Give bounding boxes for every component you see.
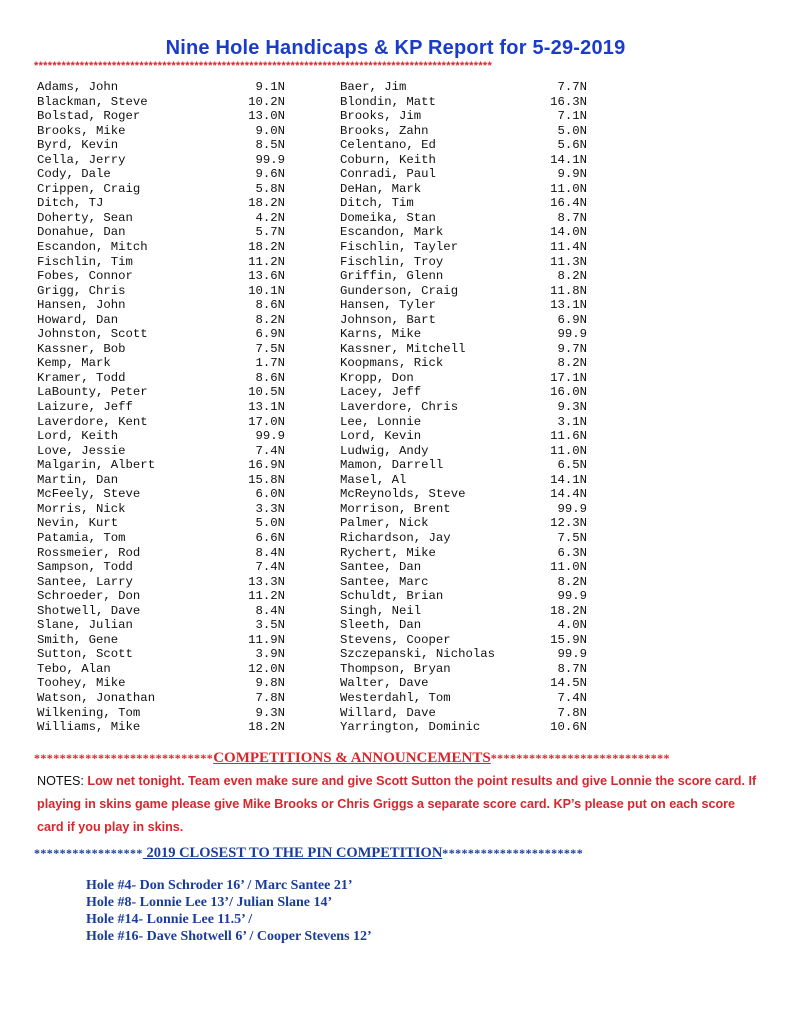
player-name: Ditch, TJ	[37, 196, 104, 211]
player-handicap: 7.8N	[255, 690, 285, 705]
player-handicap: 3.5N	[255, 618, 285, 633]
competitions-stars-left: ****************************	[34, 751, 214, 765]
player-handicap: 8.2N	[255, 312, 285, 327]
player-handicap: 5.0N	[255, 516, 285, 531]
player-name: Mamon, Darrell	[340, 458, 444, 473]
player-handicap: 18.2N	[550, 603, 587, 618]
player-name: Williams, Mike	[37, 720, 141, 735]
player-name: Blondin, Matt	[340, 94, 436, 109]
player-handicap: 7.1N	[557, 109, 587, 124]
player-handicap: 4.2N	[255, 210, 285, 225]
ctp-stars-right: **********************	[442, 846, 584, 860]
player-handicap: 8.7N	[557, 210, 587, 225]
player-name: Sampson, Todd	[37, 560, 133, 575]
player-name: Hansen, Tyler	[340, 298, 436, 313]
player-name: Slane, Julian	[37, 618, 133, 633]
player-name: Kropp, Don	[340, 370, 414, 385]
player-name: Escandon, Mark	[340, 225, 444, 240]
player-name: Laverdore, Chris	[340, 400, 459, 415]
player-name: Sutton, Scott	[37, 647, 133, 662]
player-handicap: 8.2N	[557, 356, 587, 371]
player-handicap: 5.7N	[255, 225, 285, 240]
player-handicap: 9.7N	[557, 341, 587, 356]
player-handicap: 11.0N	[550, 560, 587, 575]
hole-result: Hole #8- Lonnie Lee 13’/ Julian Slane 14’	[86, 895, 333, 910]
competitions-header	[34, 750, 774, 767]
player-name: Stevens, Cooper	[340, 632, 451, 647]
player-name: Walter, Dave	[340, 676, 429, 691]
player-name: Love, Jessie	[37, 443, 126, 458]
player-handicap: 14.4N	[550, 487, 587, 502]
player-name: McReynolds, Steve	[340, 487, 466, 502]
player-handicap: 11.4N	[550, 240, 587, 255]
player-name: Brooks, Mike	[37, 123, 126, 138]
player-name: Westerdahl, Tom	[340, 690, 451, 705]
player-name: Karns, Mike	[340, 327, 422, 342]
player-name: Johnson, Bart	[340, 312, 436, 327]
player-handicap: 18.2N	[248, 240, 285, 255]
player-name: Willard, Dave	[340, 705, 436, 720]
player-handicap: 10.6N	[550, 720, 587, 735]
player-name: Rychert, Mike	[340, 545, 436, 560]
player-handicap: 8.4N	[255, 603, 285, 618]
player-handicap: 11.9N	[248, 632, 285, 647]
player-handicap: 11.3N	[550, 254, 587, 269]
player-handicap: 9.9N	[557, 167, 587, 182]
player-handicap: 18.2N	[248, 196, 285, 211]
player-handicap: 10.1N	[248, 283, 285, 298]
player-handicap: 7.8N	[557, 705, 587, 720]
player-handicap: 1.7N	[255, 356, 285, 371]
ctp-heading: 2019 CLOSEST TO THE PIN COMPETITION	[142, 845, 443, 861]
player-name: LaBounty, Peter	[37, 385, 148, 400]
player-handicap: 14.0N	[550, 225, 587, 240]
player-name: McFeely, Steve	[37, 487, 141, 502]
notes-paragraph	[37, 770, 757, 839]
player-name: Lee, Lonnie	[340, 414, 422, 429]
player-handicap: 99.9	[255, 429, 285, 444]
player-name: Palmer, Nick	[340, 516, 429, 531]
player-name: Tebo, Alan	[37, 661, 111, 676]
player-name: Adams, John	[37, 80, 119, 94]
player-handicap: 8.7N	[557, 661, 587, 676]
player-name: Sleeth, Dan	[340, 618, 422, 633]
player-handicap: 13.1N	[550, 298, 587, 313]
player-name: Masel, Al	[340, 472, 407, 487]
player-name: Fobes, Connor	[37, 269, 133, 284]
player-name: Wilkening, Tom	[37, 705, 141, 720]
player-name: Santee, Marc	[340, 574, 429, 589]
player-name: Ludwig, Andy	[340, 443, 429, 458]
player-handicap: 17.0N	[248, 414, 285, 429]
player-name: Laizure, Jeff	[37, 400, 133, 415]
player-name: Rossmeier, Rod	[37, 545, 141, 560]
player-handicap: 5.0N	[557, 123, 587, 138]
player-name: Brooks, Zahn	[340, 123, 429, 138]
player-handicap: 99.9	[557, 327, 587, 342]
player-name: Laverdore, Kent	[37, 414, 148, 429]
player-name: Cella, Jerry	[37, 152, 126, 167]
player-handicap: 12.3N	[550, 516, 587, 531]
player-name: Toohey, Mike	[37, 676, 126, 691]
player-name: Morrison, Brent	[340, 501, 451, 516]
player-name: Celentano, Ed	[340, 138, 436, 153]
player-handicap: 11.0N	[550, 181, 587, 196]
player-name: Lord, Kevin	[340, 429, 422, 444]
player-handicap: 16.3N	[550, 94, 587, 109]
player-name: Kassner, Bob	[37, 341, 126, 356]
player-name: Howard, Dan	[37, 312, 119, 327]
hole-result: Hole #14- Lonnie Lee 11.5’ /	[86, 912, 253, 927]
ctp-stars-left: *****************	[34, 846, 143, 860]
competitions-heading: COMPETITIONS & ANNOUNCEMENTS	[213, 750, 491, 766]
player-handicap: 7.7N	[557, 80, 587, 94]
player-handicap: 7.4N	[255, 443, 285, 458]
player-name: Szczepanski, Nicholas	[340, 647, 495, 662]
player-name: Donahue, Dan	[37, 225, 126, 240]
player-handicap: 9.3N	[557, 400, 587, 415]
player-handicap: 18.2N	[248, 720, 285, 735]
player-handicap: 7.5N	[557, 530, 587, 545]
player-name: Doherty, Sean	[37, 210, 133, 225]
player-name: Fischlin, Tim	[37, 254, 133, 269]
player-handicap: 16.0N	[550, 385, 587, 400]
player-handicap: 15.8N	[248, 472, 285, 487]
player-handicap: 14.5N	[550, 676, 587, 691]
player-handicap: 13.1N	[248, 400, 285, 415]
player-handicap: 14.1N	[550, 152, 587, 167]
player-handicap: 9.1N	[255, 80, 285, 94]
player-name: Brooks, Jim	[340, 109, 422, 124]
player-name: Grigg, Chris	[37, 283, 126, 298]
player-handicap: 6.3N	[557, 545, 587, 560]
player-handicap: 10.2N	[248, 94, 285, 109]
player-name: Smith, Gene	[37, 632, 119, 647]
player-name: Schuldt, Brian	[340, 589, 444, 604]
player-handicap: 13.0N	[248, 109, 285, 124]
player-handicap: 16.9N	[248, 458, 285, 473]
player-name: Domeika, Stan	[340, 210, 436, 225]
hole-result: Hole #16- Dave Shotwell 6’ / Cooper Stevens 12’	[86, 929, 372, 944]
player-handicap: 9.8N	[255, 676, 285, 691]
player-name: Blackman, Steve	[37, 94, 148, 109]
player-handicap: 6.6N	[255, 530, 285, 545]
player-handicap: 5.8N	[255, 181, 285, 196]
player-handicap: 6.5N	[557, 458, 587, 473]
title-divider: ****************************************************************************************************	[34, 60, 493, 72]
player-name: Malgarin, Albert	[37, 458, 156, 473]
player-handicap: 8.6N	[255, 370, 285, 385]
player-handicap: 99.9	[557, 589, 587, 604]
player-handicap: 7.4N	[557, 690, 587, 705]
player-handicap: 6.0N	[255, 487, 285, 502]
player-handicap: 15.9N	[550, 632, 587, 647]
player-handicap: 99.9	[557, 647, 587, 662]
player-name: Coburn, Keith	[340, 152, 436, 167]
player-handicap: 11.6N	[550, 429, 587, 444]
player-name: Cody, Dale	[37, 167, 111, 182]
player-name: Nevin, Kurt	[37, 516, 119, 531]
player-handicap: 9.0N	[255, 123, 285, 138]
player-name: Kemp, Mark	[37, 356, 111, 371]
player-handicap: 16.4N	[550, 196, 587, 211]
player-name: Escandon, Mitch	[37, 240, 148, 255]
player-handicap: 9.6N	[255, 167, 285, 182]
competitions-stars-right: ****************************	[490, 751, 670, 765]
player-name: Baer, Jim	[340, 80, 407, 94]
player-handicap: 11.2N	[248, 589, 285, 604]
closest-to-pin-header	[34, 845, 774, 862]
player-name: Byrd, Kevin	[37, 138, 119, 153]
player-handicap: 7.5N	[255, 341, 285, 356]
player-handicap: 6.9N	[557, 312, 587, 327]
player-name: Lacey, Jeff	[340, 385, 422, 400]
player-handicap: 5.6N	[557, 138, 587, 153]
player-name: Lord, Keith	[37, 429, 119, 444]
player-handicap: 8.2N	[557, 574, 587, 589]
player-handicap: 7.4N	[255, 560, 285, 575]
player-handicap: 13.3N	[248, 574, 285, 589]
player-name: Kassner, Mitchell	[340, 341, 466, 356]
player-handicap: 3.3N	[255, 501, 285, 516]
player-handicap: 8.4N	[255, 545, 285, 560]
player-name: DeHan, Mark	[340, 181, 422, 196]
player-handicap: 9.3N	[255, 705, 285, 720]
player-name: Griffin, Glenn	[340, 269, 444, 284]
player-handicap: 17.1N	[550, 370, 587, 385]
player-handicap: 4.0N	[557, 618, 587, 633]
player-handicap: 13.6N	[248, 269, 285, 284]
player-name: Gunderson, Craig	[340, 283, 459, 298]
player-name: Schroeder, Don	[37, 589, 141, 604]
player-handicap: 8.6N	[255, 298, 285, 313]
player-name: Martin, Dan	[37, 472, 119, 487]
report-title: Nine Hole Handicaps & KP Report for 5-29-2019	[165, 37, 626, 59]
player-handicap: 10.5N	[248, 385, 285, 400]
player-handicap: 3.9N	[255, 647, 285, 662]
player-name: Bolstad, Roger	[37, 109, 141, 124]
player-name: Fischlin, Tayler	[340, 240, 459, 255]
player-handicap: 11.8N	[550, 283, 587, 298]
player-name: Koopmans, Rick	[340, 356, 444, 371]
player-handicap: 8.5N	[255, 138, 285, 153]
player-name: Santee, Larry	[37, 574, 133, 589]
player-name: Shotwell, Dave	[37, 603, 141, 618]
player-handicap: 12.0N	[248, 661, 285, 676]
player-handicap: 3.1N	[557, 414, 587, 429]
player-handicap: 14.1N	[550, 472, 587, 487]
hole-result: Hole #4- Don Schroder 16’ / Marc Santee 21’	[86, 878, 353, 893]
player-handicap: 11.0N	[550, 443, 587, 458]
notes-label: NOTES:	[37, 774, 84, 788]
player-handicap: 99.9	[557, 501, 587, 516]
player-name: Santee, Dan	[340, 560, 422, 575]
player-name: Hansen, John	[37, 298, 126, 313]
player-name: Crippen, Craig	[37, 181, 141, 196]
player-name: Kramer, Todd	[37, 370, 126, 385]
player-handicap: 6.9N	[255, 327, 285, 342]
player-name: Yarrington, Dominic	[340, 720, 481, 735]
player-handicap: 99.9	[255, 152, 285, 167]
player-handicap: 11.2N	[248, 254, 285, 269]
player-name: Morris, Nick	[37, 501, 126, 516]
notes-text: Low net tonight. Team even make sure and give Scott Sutton the point results and give Lonnie the score card. If playing in skins game please give Mike Brooks or Chris Griggs a separate score card. KP’s please put on each score card if you play in skins.	[37, 774, 757, 834]
closest-to-pin-results	[86, 877, 372, 945]
player-handicap: 8.2N	[557, 269, 587, 284]
player-name: Watson, Jonathan	[37, 690, 156, 705]
player-name: Thompson, Bryan	[340, 661, 451, 676]
player-name: Ditch, Tim	[340, 196, 414, 211]
player-name: Johnston, Scott	[37, 327, 148, 342]
player-name: Fischlin, Troy	[340, 254, 444, 269]
player-name: Richardson, Jay	[340, 530, 451, 545]
player-name: Singh, Neil	[340, 603, 422, 618]
player-name: Conradi, Paul	[340, 167, 436, 182]
player-name: Patamia, Tom	[37, 530, 126, 545]
